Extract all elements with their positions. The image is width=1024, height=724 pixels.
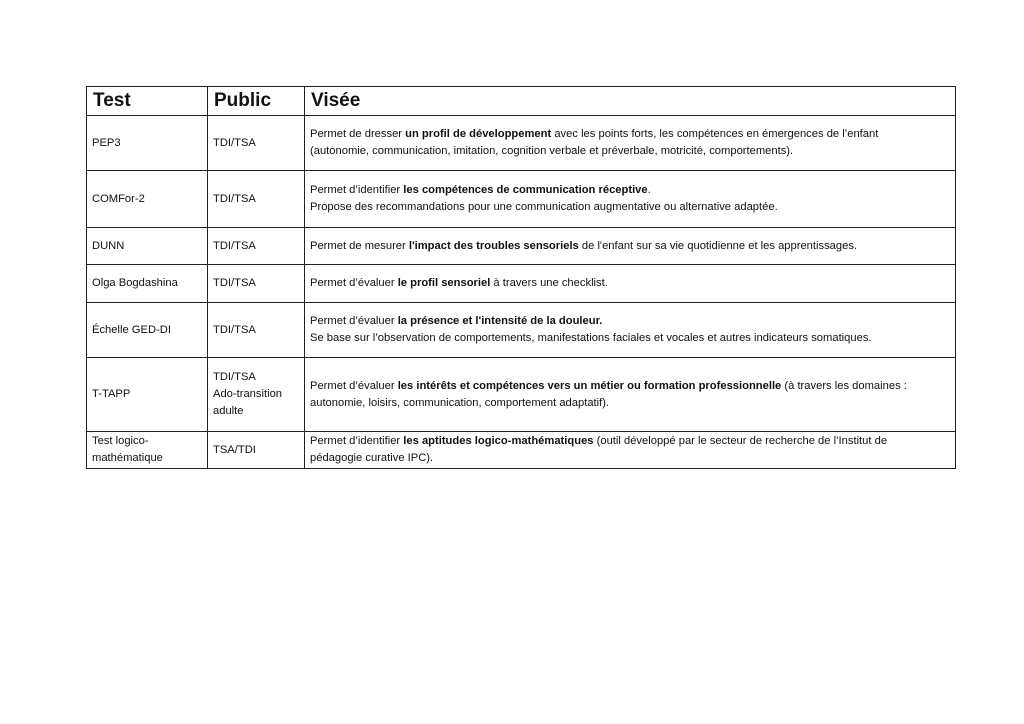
description: Permet d’évaluer les intérêts et compétences vers un métier ou formation professionnelle (à travers les domaines : autonomie, loisirs, communication, comportement adaptatif). [305, 358, 956, 432]
table-row [87, 228, 956, 265]
table-row [87, 116, 956, 171]
public-value: TSA/TDI [208, 432, 305, 469]
test-name: PEP3 [87, 116, 208, 171]
public-value: TDI/TSA [208, 303, 305, 358]
table-row [87, 265, 956, 303]
table-row [87, 303, 956, 358]
test-name: COMFor-2 [87, 171, 208, 228]
table-header-row [87, 87, 956, 116]
test-name: DUNN [87, 228, 208, 265]
description: Permet d’identifier les aptitudes logico-mathématiques (outil développé par le secteur de recherche de l’Institut de pédagogie curative IPC). [305, 432, 956, 469]
header-visee: Visée [305, 87, 956, 116]
test-name: Échelle GED-DI [87, 303, 208, 358]
test-name: Olga Bogdashina [87, 265, 208, 303]
public-value: TDI/TSA [208, 228, 305, 265]
public-value: TDI/TSA [208, 116, 305, 171]
description: Permet de dresser un profil de développement avec les points forts, les compétences en émergences de l’enfant (autonomie, communication, imitation, cognition verbale et préverbale, motricité, comportements). [305, 116, 956, 171]
test-name: Test logico- mathématique [87, 432, 208, 469]
table-row [87, 432, 956, 469]
header-test: Test [87, 87, 208, 116]
test-name: T-TAPP [87, 358, 208, 432]
assessment-table [86, 86, 956, 469]
description: Permet d’évaluer le profil sensoriel à travers une checklist. [305, 265, 956, 303]
description: Permet d’évaluer la présence et l'intensité de la douleur. Se base sur l’observation de comportements, manifestations faciales et vocales et autres indicateurs somatiques. [305, 303, 956, 358]
public-value: TDI/TSA Ado-transition adulte [208, 358, 305, 432]
table-row [87, 358, 956, 432]
table-row [87, 171, 956, 228]
description: Permet de mesurer l'impact des troubles sensoriels de l'enfant sur sa vie quotidienne et les apprentissages. [305, 228, 956, 265]
description: Permet d’identifier les compétences de communication réceptive. Propose des recommandations pour une communication augmentative ou alternative adaptée. [305, 171, 956, 228]
public-value: TDI/TSA [208, 171, 305, 228]
public-value: TDI/TSA [208, 265, 305, 303]
header-public: Public [208, 87, 305, 116]
